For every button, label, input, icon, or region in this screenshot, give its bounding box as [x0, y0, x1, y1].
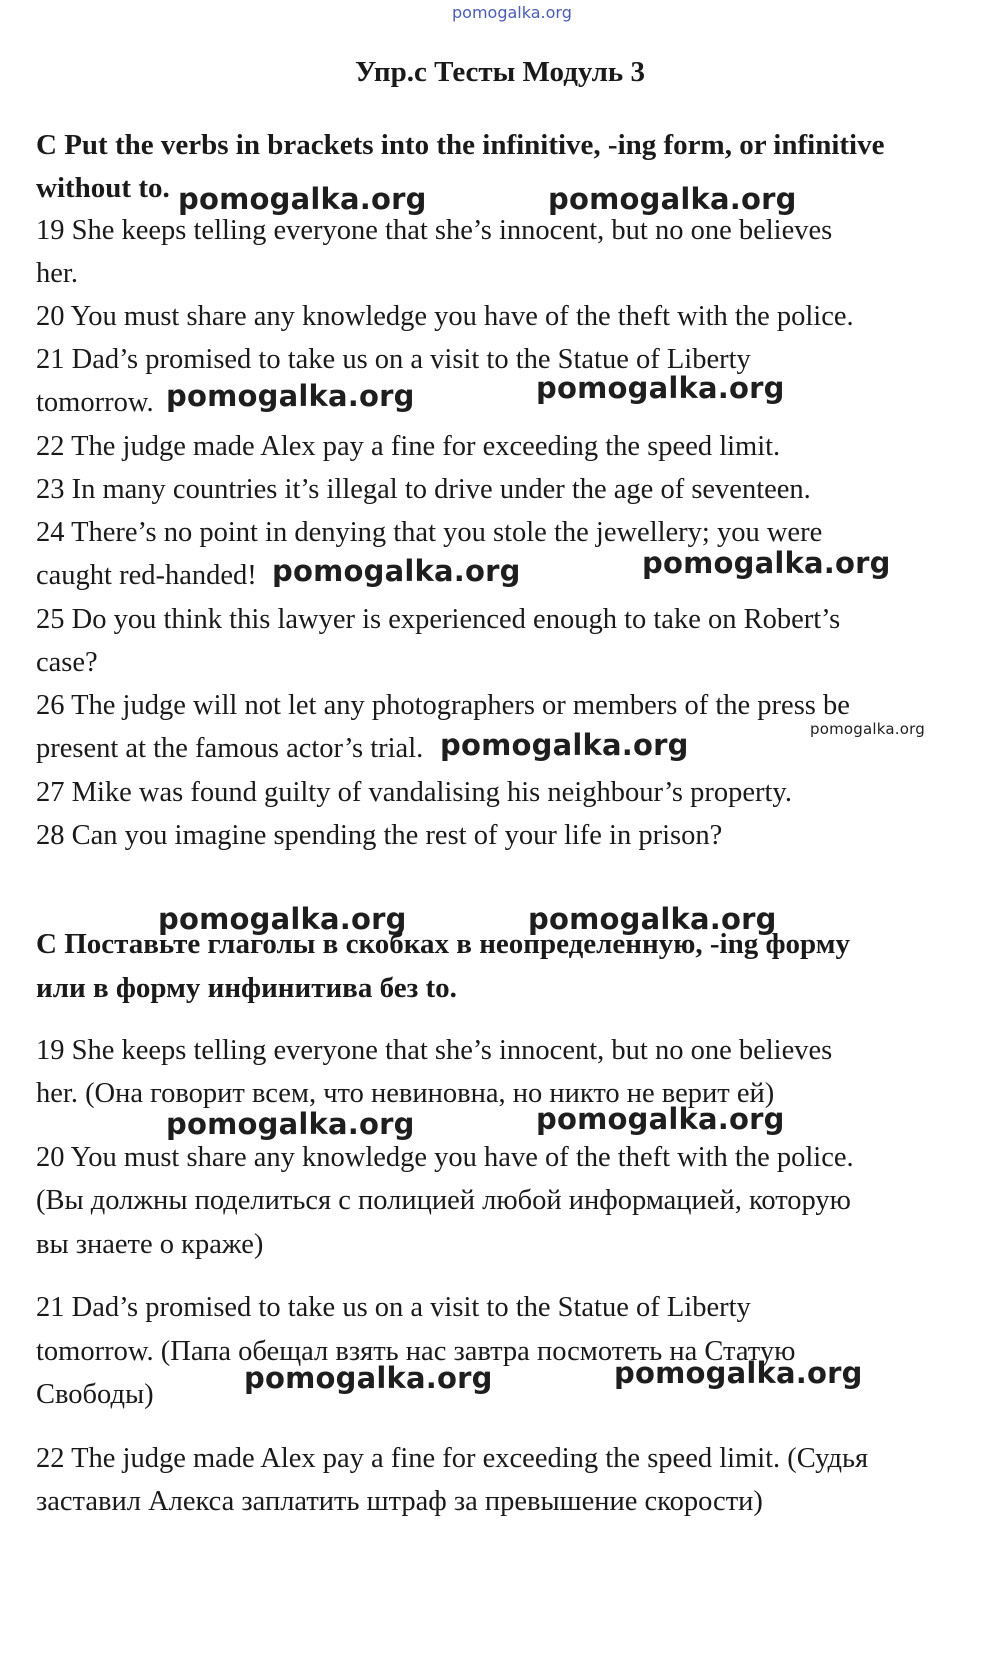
watermark: pomogalka.org — [440, 728, 689, 762]
translation-line: tomorrow. (Папа обещал взять нас завтра посмотеть на Статую — [36, 1336, 796, 1367]
watermark: pomogalka.org — [166, 379, 415, 413]
section-ru-heading-line1: C Поставьте глаголы в скобках в неопределенную, -ing форму — [36, 928, 850, 960]
exercise-line: 22 The judge made Alex pay a fine for exceeding the speed limit. — [36, 431, 781, 462]
watermark: pomogalka.org — [272, 554, 521, 588]
watermark-top: pomogalka.org — [452, 3, 572, 22]
watermark: pomogalka.org — [536, 1102, 785, 1136]
section-ru-heading-line2: или в форму инфинитива без to. — [36, 972, 457, 1004]
exercise-line: 26 The judge will not let any photographers or members of the press be — [36, 690, 850, 721]
watermark: pomogalka.org — [178, 182, 427, 216]
page-title: Упр.c Тесты Модуль 3 — [354, 56, 646, 88]
exercise-line: 27 Mike was found guilty of vandalising his neighbour’s property. — [36, 777, 792, 808]
watermark: pomogalka.org — [536, 371, 785, 405]
section-en-heading-line2: without to. — [36, 172, 170, 204]
exercise-line: case? — [36, 647, 98, 678]
exercise-line: 20 You must share any knowledge you have of the theft with the police. — [36, 301, 854, 332]
translation-line: заставил Алекса заплатить штраф за превышение скорости) — [36, 1486, 763, 1517]
watermark: pomogalka.org — [548, 182, 797, 216]
watermark: pomogalka.org — [166, 1107, 415, 1141]
translation-line: 20 You must share any knowledge you have of the theft with the police. — [36, 1142, 854, 1173]
exercise-line: 23 In many countries it’s illegal to drive under the age of seventeen. — [36, 474, 811, 505]
exercise-line: tomorrow. — [36, 387, 154, 418]
translation-line: her. (Она говорит всем, что невиновна, но никто не верит ей) — [36, 1078, 775, 1109]
translation-line: 22 The judge made Alex pay a fine for exceeding the speed limit. (Судья — [36, 1443, 869, 1474]
watermark: pomogalka.org — [158, 902, 407, 936]
section-en-heading-line1: C Put the verbs in brackets into the infinitive, -ing form, or infinitive — [36, 129, 885, 161]
translation-line: Свободы) — [36, 1379, 154, 1410]
exercise-line: caught red-handed! — [36, 560, 257, 591]
watermark: pomogalka.org — [244, 1361, 493, 1395]
exercise-line: present at the famous actor’s trial. — [36, 733, 424, 764]
translation-line: вы знаете о краже) — [36, 1229, 264, 1260]
exercise-line: 28 Can you imagine spending the rest of your life in prison? — [36, 820, 723, 851]
translation-line: (Вы должны поделиться с полицией любой информацией, которую — [36, 1185, 851, 1216]
translation-line: 21 Dad’s promised to take us on a visit to the Statue of Liberty — [36, 1292, 751, 1323]
watermark-small: pomogalka.org — [810, 720, 925, 738]
exercise-line: her. — [36, 258, 78, 289]
watermark: pomogalka.org — [614, 1356, 863, 1390]
translation-line: 19 She keeps telling everyone that she’s innocent, but no one believes — [36, 1035, 833, 1066]
watermark: pomogalka.org — [528, 902, 777, 936]
watermark: pomogalka.org — [642, 546, 891, 580]
exercise-line: 24 There’s no point in denying that you stole the jewellery; you were — [36, 517, 823, 548]
exercise-line: 19 She keeps telling everyone that she’s innocent, but no one believes — [36, 215, 833, 246]
exercise-line: 21 Dad’s promised to take us on a visit to the Statue of Liberty — [36, 344, 751, 375]
exercise-line: 25 Do you think this lawyer is experienced enough to take on Robert’s — [36, 604, 841, 635]
